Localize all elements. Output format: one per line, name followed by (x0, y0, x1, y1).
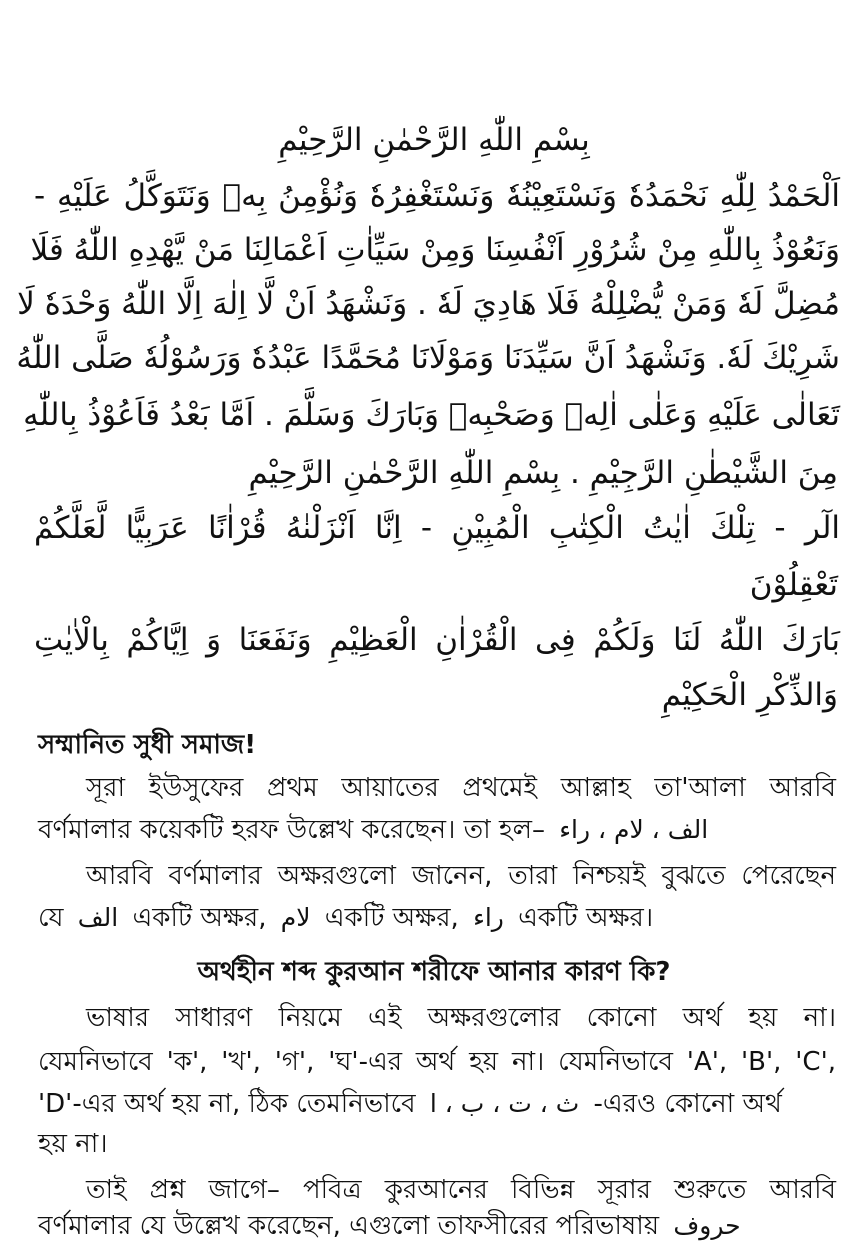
paragraph-4-text-1: বর্ণমালার যে উল্লেখ করেছেন, এগুলো তাফসীরের পরিভাষায় (38, 1211, 660, 1241)
arabic-line-9: بَارَكَ اللّٰهُ لَنَا وَلَكُمْ فِى الْقُرْاٰنِ الْعَظِيْمِ وَنَفَعَنَا وَ اِيَّاكُمْ بِالْاٰيٰتِ (34, 622, 840, 658)
paragraph-2-line-1: আরবি বর্ণমালার অক্ষরগুলো জানেন, তারা নিশ্চয়ই বুঝতে পেরেছেন (86, 861, 836, 891)
paragraph-1-line-2-text: বর্ণমালার কয়েকটি হরফ উল্লেখ করেছেন। তা হল– (38, 815, 545, 845)
arabic-line-7: الٓر - تِلْكَ اٰيٰتُ الْكِتٰبِ الْمُبِيْنِ - اِنَّا اَنْزَلْنٰهُ قُرْاٰنًا عَرَبِيًّا لَّعَلَّكُمْ (34, 510, 840, 546)
paragraph-2-text-3: একটি অক্ষর, (324, 903, 459, 933)
arabic-word-huruf: حروف (673, 1211, 741, 1240)
paragraph-3-line-3 (38, 1088, 836, 1121)
arabic-letter-alif: الف (77, 903, 119, 932)
arabic-letters-alif-lam-ra: الف ، لام ، راء (559, 815, 709, 844)
arabic-letters-alif-ba-ta-tha: ث ، ت ، ب ، ا (429, 1089, 580, 1118)
arabic-line-4: شَرِيْكَ لَهٗ. وَنَشْهَدُ اَنَّ سَيِّدَنَا وَمَوْلَانَا مُحَمَّدًا عَبْدُهٗ وَرَسُوْلُهٗ صَلَّى اللّٰهُ (16, 340, 840, 376)
paragraph-3-text-2: -এরও কোনো অর্থ (593, 1089, 782, 1119)
paragraph-2-line-2 (38, 902, 836, 935)
paragraph-3-text-1: 'D'-এর অর্থ হয় না, ঠিক তেমনিভাবে (38, 1089, 416, 1119)
arabic-line-3: مُضِلَّ لَهٗ وَمَنْ يُّضْلِلْهُ فَلَا هَادِيَ لَهٗ . وَنَشْهَدُ اَنْ لَّا اِلٰهَ اِلَّا اللّٰهُ وَحْدَهٗ لَا (17, 286, 840, 322)
paragraph-2-text-4: একটি অক্ষর। (518, 903, 654, 933)
address-heading: সম্মানিত সুধী সমাজ! (38, 730, 257, 760)
paragraph-3-line-2: যেমনিভাবে 'ক', 'খ', 'গ', 'ঘ'-এর অর্থ হয় না। যেমনিভাবে 'A', 'B', 'C', (38, 1047, 836, 1077)
paragraph-1-line-1: সূরা ইউসুফের প্রথম আয়াতের প্রথমেই আল্লাহ তা'আলা আরবি (86, 773, 836, 803)
paragraph-2-text-2: একটি অক্ষর, (132, 903, 267, 933)
arabic-letter-ra: راء (473, 903, 504, 932)
paragraph-3-line-4: হয় না। (38, 1129, 108, 1159)
arabic-line-8: تَعْقِلُوْنَ (749, 567, 838, 603)
arabic-letter-lam: لام (280, 903, 311, 932)
arabic-line-6: مِنَ الشَّيْطٰنِ الرَّجِيْمِ . بِسْمِ اللّٰهِ الرَّحْمٰنِ الرَّحِيْمِ (248, 455, 838, 491)
paragraph-4-line-2 (38, 1210, 836, 1243)
arabic-line-10: وَالذِّكْرِ الْحَكِيْمِ (661, 677, 838, 713)
paragraph-3-line-1: ভাষার সাধারণ নিয়মে এই অক্ষরগুলোর কোনো অর্থ হয় না। (86, 1003, 836, 1033)
arabic-line-5: تَعَالٰى عَلَيْهِ وَعَلٰى اٰلِهٖ وَصَحْبِهٖ وَبَارَكَ وَسَلَّمَ . اَمَّا بَعْدُ فَاَعُوْذُ بِاللّٰهِ (23, 397, 840, 433)
paragraph-4-line-1: তাই প্রশ্ন জাগে– পবিত্র কুরআনের বিভিন্ন সূরার শুরুতে আরবি (86, 1175, 836, 1205)
arabic-line-1: اَلْحَمْدُ لِلّٰهِ نَحْمَدُهٗ وَنَسْتَعِيْنُهٗ وَنَسْتَغْفِرُهٗ وَنُؤْمِنُ بِهٖ وَنَتَوَكَّلُ عَلَيْهِ - (34, 178, 840, 214)
section-heading: অর্থহীন শব্দ কুরআন শরীফে আনার কারণ কি? (197, 957, 671, 987)
paragraph-2-text-1: যে (38, 903, 64, 933)
arabic-line-2: وَنَعُوْذُ بِاللّٰهِ مِنْ شُرُوْرِ اَنْفُسِنَا وَمِنْ سَيِّاٰتِ اَعْمَالِنَا مَنْ يَّهْدِهِ اللّٰهُ فَلَا (30, 232, 840, 268)
paragraph-1-line-2 (38, 814, 836, 847)
arabic-basmala-title: بِسْمِ اللّٰهِ الرَّحْمٰنِ الرَّحِيْمِ (278, 122, 590, 158)
